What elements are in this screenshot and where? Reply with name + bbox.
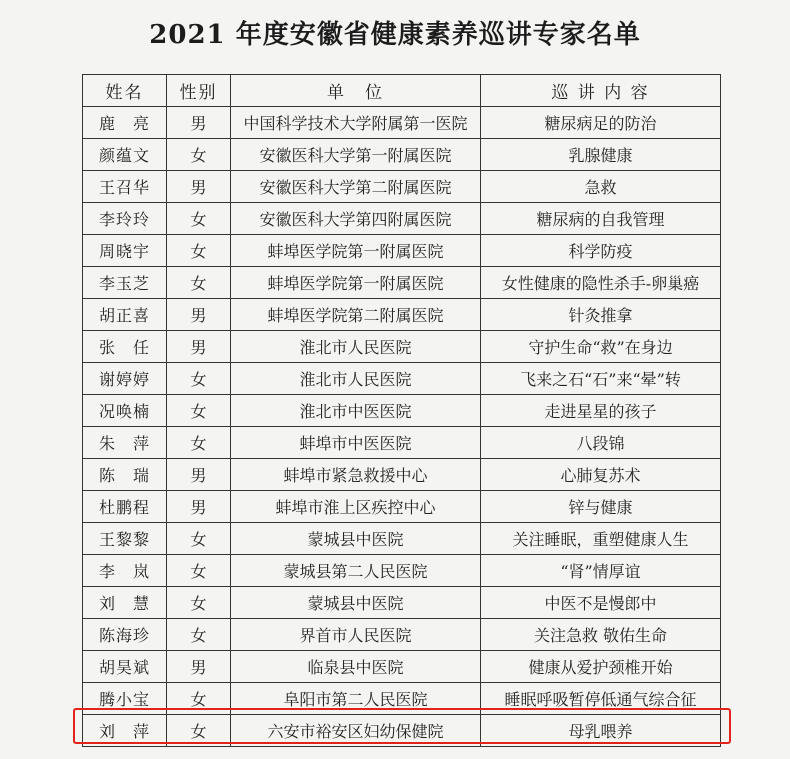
cell-name: 陈 瑞 xyxy=(83,459,167,491)
table-row xyxy=(83,619,721,651)
table-row xyxy=(83,235,721,267)
table-row xyxy=(83,139,721,171)
cell-topic: 健康从爱护颈椎开始 xyxy=(481,651,721,683)
cell-gender: 女 xyxy=(167,715,231,747)
table-row xyxy=(83,107,721,139)
cell-gender: 女 xyxy=(167,267,231,299)
cell-unit: 蒙城县第二人民医院 xyxy=(231,555,481,587)
cell-unit: 蚌埠医学院第一附属医院 xyxy=(231,235,481,267)
cell-name: 李 岚 xyxy=(83,555,167,587)
cell-gender: 男 xyxy=(167,299,231,331)
cell-name: 王召华 xyxy=(83,171,167,203)
table-row xyxy=(83,651,721,683)
cell-gender: 女 xyxy=(167,363,231,395)
cell-unit: 临泉县中医院 xyxy=(231,651,481,683)
table-row xyxy=(83,523,721,555)
cell-topic: 糖尿病足的防治 xyxy=(481,107,721,139)
cell-topic: 急救 xyxy=(481,171,721,203)
cell-name: 刘 萍 xyxy=(83,715,167,747)
cell-topic: 关注急救 敬佑生命 xyxy=(481,619,721,651)
cell-unit: 淮北市人民医院 xyxy=(231,331,481,363)
cell-topic: 科学防疫 xyxy=(481,235,721,267)
cell-unit: 安徽医科大学第二附属医院 xyxy=(231,171,481,203)
cell-gender: 女 xyxy=(167,555,231,587)
cell-gender: 女 xyxy=(167,683,231,715)
cell-name: 杜鹏程 xyxy=(83,491,167,523)
cell-name: 颜蕴文 xyxy=(83,139,167,171)
cell-name: 谢婷婷 xyxy=(83,363,167,395)
cell-gender: 女 xyxy=(167,139,231,171)
cell-topic: 乳腺健康 xyxy=(481,139,721,171)
cell-name: 周晓宇 xyxy=(83,235,167,267)
cell-name: 陈海珍 xyxy=(83,619,167,651)
cell-gender: 女 xyxy=(167,587,231,619)
table-row xyxy=(83,427,721,459)
table-row xyxy=(83,267,721,299)
cell-gender: 男 xyxy=(167,651,231,683)
cell-topic: 心肺复苏术 xyxy=(481,459,721,491)
cell-unit: 淮北市中医医院 xyxy=(231,395,481,427)
cell-name: 腾小宝 xyxy=(83,683,167,715)
cell-unit: 安徽医科大学第一附属医院 xyxy=(231,139,481,171)
cell-name: 王黎黎 xyxy=(83,523,167,555)
cell-unit: 阜阳市第二人民医院 xyxy=(231,683,481,715)
col-header-name: 姓名 xyxy=(83,75,167,107)
table-row xyxy=(83,395,721,427)
cell-gender: 男 xyxy=(167,459,231,491)
table-row xyxy=(83,587,721,619)
table-row xyxy=(83,715,721,747)
cell-gender: 女 xyxy=(167,203,231,235)
table-row xyxy=(83,491,721,523)
cell-unit: 中国科学技术大学附属第一医院 xyxy=(231,107,481,139)
cell-topic: 飞来之石“石”来“晕”转 xyxy=(481,363,721,395)
cell-unit: 蚌埠医学院第二附属医院 xyxy=(231,299,481,331)
expert-table xyxy=(82,74,721,747)
table-row xyxy=(83,459,721,491)
cell-gender: 男 xyxy=(167,107,231,139)
cell-name: 鹿 亮 xyxy=(83,107,167,139)
cell-unit: 蚌埠市中医医院 xyxy=(231,427,481,459)
cell-unit: 六安市裕安区妇幼保健院 xyxy=(231,715,481,747)
cell-name: 刘 慧 xyxy=(83,587,167,619)
cell-gender: 女 xyxy=(167,523,231,555)
cell-topic: “肾”情厚谊 xyxy=(481,555,721,587)
page-title: 2021 年度安徽省健康素养巡讲专家名单 xyxy=(149,20,641,50)
cell-gender: 女 xyxy=(167,235,231,267)
cell-name: 朱 萍 xyxy=(83,427,167,459)
table-row xyxy=(83,171,721,203)
cell-name: 胡正喜 xyxy=(83,299,167,331)
cell-gender: 男 xyxy=(167,491,231,523)
cell-topic: 女性健康的隐性杀手-卵巢癌 xyxy=(481,267,721,299)
cell-unit: 蒙城县中医院 xyxy=(231,587,481,619)
table-row xyxy=(83,363,721,395)
table-row xyxy=(83,299,721,331)
cell-gender: 女 xyxy=(167,427,231,459)
cell-unit: 蚌埠医学院第一附属医院 xyxy=(231,267,481,299)
cell-name: 李玲玲 xyxy=(83,203,167,235)
cell-unit: 蚌埠市淮上区疾控中心 xyxy=(231,491,481,523)
cell-topic: 锌与健康 xyxy=(481,491,721,523)
table-row xyxy=(83,203,721,235)
col-header-topic: 巡 讲 内 容 xyxy=(481,75,721,107)
cell-topic: 守护生命“救”在身边 xyxy=(481,331,721,363)
cell-unit: 蒙城县中医院 xyxy=(231,523,481,555)
cell-unit: 安徽医科大学第四附属医院 xyxy=(231,203,481,235)
cell-name: 况唤楠 xyxy=(83,395,167,427)
table-row xyxy=(83,555,721,587)
cell-unit: 界首市人民医院 xyxy=(231,619,481,651)
cell-topic: 中医不是慢郎中 xyxy=(481,587,721,619)
cell-topic: 八段锦 xyxy=(481,427,721,459)
cell-topic: 走进星星的孩子 xyxy=(481,395,721,427)
cell-gender: 女 xyxy=(167,395,231,427)
table-header-row xyxy=(83,75,721,107)
table-row xyxy=(83,683,721,715)
col-header-gender: 性别 xyxy=(167,75,231,107)
cell-topic: 关注睡眠，重塑健康人生 xyxy=(481,523,721,555)
cell-topic: 针灸推拿 xyxy=(481,299,721,331)
cell-unit: 蚌埠市紧急救援中心 xyxy=(231,459,481,491)
cell-name: 李玉芝 xyxy=(83,267,167,299)
table-row xyxy=(83,331,721,363)
cell-name: 胡昊斌 xyxy=(83,651,167,683)
cell-topic: 睡眠呼吸暂停低通气综合征 xyxy=(481,683,721,715)
cell-unit: 淮北市人民医院 xyxy=(231,363,481,395)
cell-topic: 母乳喂养 xyxy=(481,715,721,747)
cell-gender: 女 xyxy=(167,619,231,651)
col-header-unit: 单 位 xyxy=(231,75,481,107)
cell-gender: 男 xyxy=(167,331,231,363)
cell-gender: 男 xyxy=(167,171,231,203)
cell-topic: 糖尿病的自我管理 xyxy=(481,203,721,235)
cell-name: 张 任 xyxy=(83,331,167,363)
